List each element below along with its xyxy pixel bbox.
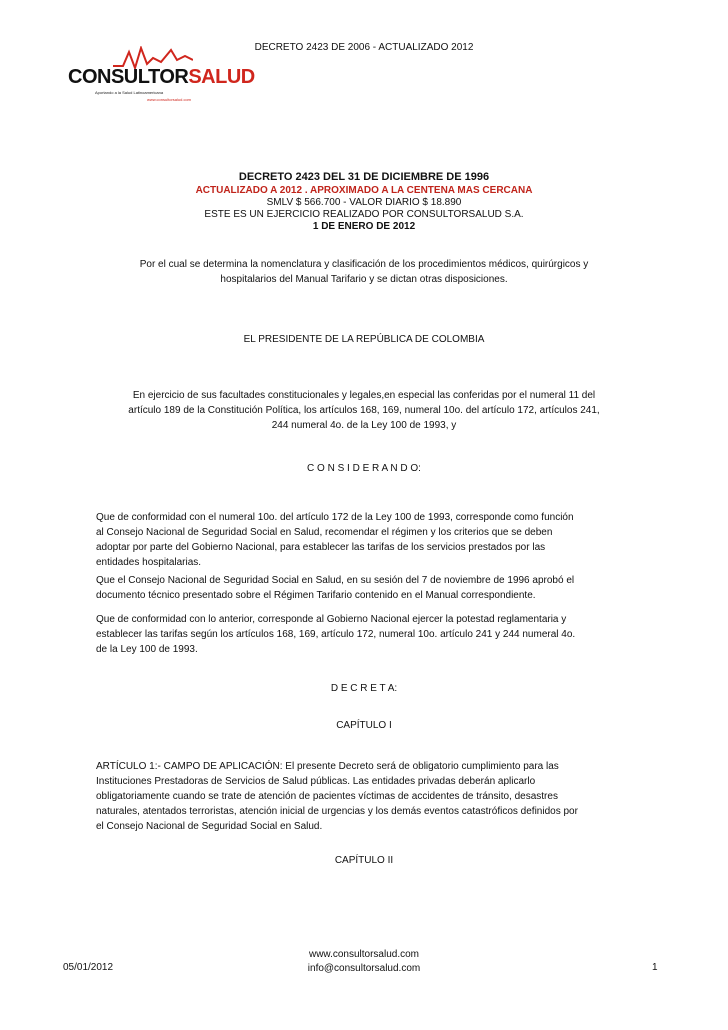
paragraph-line: Que de conformidad con lo anterior, corresponde al Gobierno Nacional ejercer la potestad reglamentaria y: [96, 614, 567, 625]
paragraph-line: establecer las tarifas según los artículos 168, 169, artículo 172, numeral 10o. artículo 241 y 244 numeral 4o.: [96, 629, 576, 640]
consultorsalud-logo: [65, 40, 255, 110]
paragraph-line: documento técnico presentado sobre el Régimen Tarifario contenido en el Manual correspondiente.: [96, 590, 536, 601]
exercise-line: ESTE ES UN EJERCICIO REALIZADO POR CONSULTORSALUD S.A.: [204, 209, 524, 220]
intro-line: hospitalarios del Manual Tarifario y se dictan otras disposiciones.: [220, 274, 508, 285]
logo-wordmark: [68, 66, 255, 89]
faculties-line: artículo 189 de la Constitución Política, los artículos 168, 169, numeral 10o. del artículo 172, artículos 241,: [128, 405, 600, 416]
intro-paragraph: [40, 257, 688, 287]
article-line: Instituciones Prestadoras de Servicios de Salud públicas. Las entidades privadas deberán aplicarlo: [96, 776, 536, 787]
faculties-line: 244 numeral 4o. de la Ley 100 de 1993, y: [271, 420, 457, 431]
smlv-line: SMLV $ 566.700 - VALOR DIARIO $ 18.890: [266, 197, 462, 208]
article-line: ARTÍCULO 1:- CAMPO DE APLICACIÓN: El presente Decreto será de obligatorio cumplimiento para las: [96, 761, 559, 772]
footer-website: www.consultorsalud.com: [308, 949, 420, 960]
whereas-paragraph-2: [96, 573, 696, 603]
footer-email: info@consultorsalud.com: [307, 963, 421, 974]
decreta-heading: D E C R E T A:: [330, 683, 398, 694]
paragraph-line: Que el Consejo Nacional de Seguridad Social en Salud, en su sesión del 7 de noviembre de 1996 aprobó el: [96, 575, 575, 586]
logo-url: www.consultorsalud.com: [147, 97, 192, 102]
logo-word-red: SALUD: [188, 66, 255, 88]
paragraph-line: de la Ley 100 de 1993.: [96, 644, 198, 655]
paragraph-line: entidades hospitalarias.: [96, 557, 202, 568]
date-line: 1 DE ENERO DE 2012: [312, 221, 416, 232]
footer-date: 05/01/2012: [63, 962, 114, 973]
paragraph-line: adoptar por parte del Gobierno Nacional, para establecer las tarifas de los servicios prestados por las: [96, 542, 546, 553]
faculties-paragraph: [40, 388, 688, 433]
intro-line: Por el cual se determina la nomenclatura y clasificación de los procedimientos médicos, quirúrgicos y: [139, 259, 589, 270]
decree-title: DECRETO 2423 DEL 31 DE DICIEMBRE DE 1996: [238, 171, 490, 183]
chapter-2-heading: CAPÍTULO II: [334, 855, 394, 866]
whereas-paragraph-1: [96, 510, 696, 570]
article-1: [96, 759, 706, 834]
paragraph-line: Que de conformidad con el numeral 10o. del artículo 172 de la Ley 100 de 1993, corresponde como función: [96, 512, 574, 523]
faculties-line: En ejercicio de sus facultades constitucionales y legales,en especial las conferidas por el numeral 11 del: [132, 390, 596, 401]
running-header: DECRETO 2423 DE 2006 - ACTUALIZADO 2012: [254, 42, 474, 53]
president-heading: EL PRESIDENTE DE LA REPÚBLICA DE COLOMBIA: [243, 334, 485, 345]
considerando-heading: C O N S I D E R A N D O:: [307, 463, 421, 474]
whereas-paragraph-3: [96, 612, 696, 657]
article-line: el Consejo Nacional de Seguridad Social en Salud.: [96, 821, 323, 832]
article-line: naturales, atentados terroristas, atención inicial de urgencias y los demás eventos catastróficos definidos por: [96, 806, 578, 817]
page-number: 1: [652, 962, 658, 973]
logo-tagline: Aportando a la Salud Latinoamericana: [95, 90, 164, 95]
logo-word-black: CONSULTOR: [68, 66, 189, 88]
article-line: obligatoriamente cuando se trate de atención de pacientes víctimas de accidentes de tránsito, desastres: [96, 791, 558, 802]
paragraph-line: al Consejo Nacional de Seguridad Social en Salud, recomendar el régimen y los criterios que se deben: [96, 527, 553, 538]
chapter-1-heading: CAPÍTULO I: [336, 720, 392, 731]
update-note: ACTUALIZADO A 2012 . APROXIMADO A LA CENTENA MAS CERCANA: [195, 185, 533, 196]
